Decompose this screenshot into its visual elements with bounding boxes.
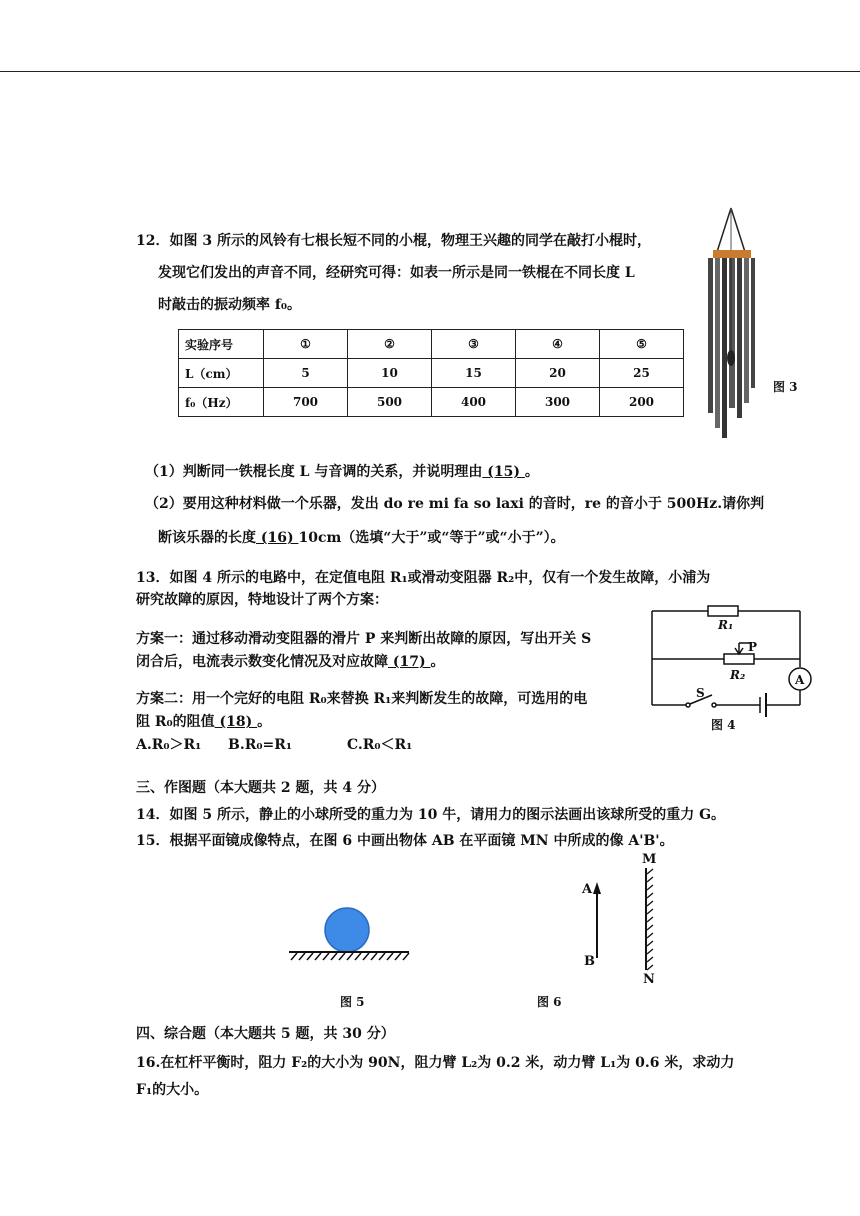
table-row-header: L（cm） (179, 359, 264, 388)
plan2-line-2 (136, 713, 271, 731)
table-row (179, 388, 684, 417)
q12-sub1-end: 。 (524, 464, 539, 480)
q12-line-3: 时敲击的振动频率 f₀。 (158, 297, 302, 313)
point-b-label: B (584, 954, 595, 969)
answer-blank-18: (18) (214, 714, 258, 730)
table-cell: 10 (348, 359, 432, 388)
plan2-end: 。 (257, 714, 272, 730)
answer-blank-15: (15) (482, 464, 525, 480)
fig3-caption: 图 3 (773, 380, 798, 394)
q12-sub1 (145, 463, 539, 481)
p-label: P (748, 640, 758, 654)
fig4-caption: 图 4 (711, 718, 736, 732)
q15-text: 15．根据平面镜成像特点，在图 6 中画出物体 AB 在平面镜 MN 中所成的像 A'B'。 (136, 833, 674, 849)
point-a-label: A (582, 882, 593, 897)
switch-label: S (696, 686, 705, 700)
header-rule (0, 71, 860, 72)
table-row (179, 330, 684, 359)
r2-label: R₂ (730, 668, 746, 682)
table-row-header: f₀（Hz） (179, 388, 264, 417)
fig6-caption: 图 6 (537, 995, 562, 1009)
q12-line-1: 12．如图 3 所示的风铃有七根长短不同的小棍，物理王兴趣的同学在敲打小棍时， (136, 233, 651, 249)
table-cell: 300 (516, 388, 600, 417)
table-cell: 400 (432, 388, 516, 417)
option-b: B.R₀=R₁ (228, 737, 292, 753)
ball (325, 908, 369, 952)
frequency-table (178, 329, 684, 417)
point-n-label: N (643, 972, 655, 987)
q14-text: 14．如图 5 所示，静止的小球所受的重力为 10 牛，请用力的图示法画出该球所受的重力 G。 (136, 807, 726, 823)
plan1-text: 闭合后，电流表示数变化情况及对应故障 (136, 654, 388, 670)
table-cell: 20 (516, 359, 600, 388)
q12-sub2-line-2 (158, 529, 565, 547)
table-cell: 700 (264, 388, 348, 417)
q16-line-1: 16.在杠杆平衡时，阻力 F₂的大小为 90N，阻力臂 L₂为 0.2 米，动力臂 L₁为 0.6 米，求动力 (136, 1055, 735, 1071)
r1-label: R₁ (718, 618, 734, 632)
plan2-line-1: 方案二：用一个完好的电阻 R₀来替换 R₁来判断发生的故障，可选用的电 (136, 691, 588, 707)
plan1-line-1: 方案一：通过移动滑动变阻器的滑片 P 来判断出故障的原因，写出开关 S (136, 631, 592, 647)
point-m-label: M (642, 852, 657, 867)
table-cell: ① (264, 330, 348, 359)
answer-blank-17: (17) (388, 654, 431, 670)
section4-title: 四、综合题（本大题共 5 题，共 30 分） (136, 1026, 395, 1042)
table-row (179, 359, 684, 388)
table-cell: ③ (432, 330, 516, 359)
section3-title: 三、作图题（本大题共 2 题，共 4 分） (136, 780, 385, 796)
q16-line-2: F₁的大小。 (136, 1082, 209, 1098)
option-c: C.R₀＜R₁ (347, 737, 413, 753)
q12-line-2: 发现它们发出的声音不同，经研究可得：如表一所示是同一铁棍在不同长度 L (158, 265, 635, 281)
ball-on-surface-figure (285, 905, 415, 965)
answer-blank-16: (16) (256, 530, 299, 546)
table-cell: 500 (348, 388, 432, 417)
table-cell: ⑤ (600, 330, 684, 359)
table-cell: 15 (432, 359, 516, 388)
plan1-end: 。 (430, 654, 445, 670)
fig5-caption: 图 5 (340, 995, 365, 1009)
option-a: A.R₀＞R₁ (136, 737, 202, 753)
q12-sub1-text: （1）判断同一铁棍长度 L 与音调的关系，并说明理由 (145, 464, 483, 480)
table-cell: 200 (600, 388, 684, 417)
q13-line-2: 研究故障的原因，特地设计了两个方案： (136, 592, 388, 608)
plan2-text: 阻 R₀的阻值 (136, 714, 215, 730)
table-cell: ② (348, 330, 432, 359)
ammeter-label: A (795, 673, 805, 687)
q13-line-1: 13．如图 4 所示的电路中，在定值电阻 R₁或滑动变阻器 R₂中，仅有一个发生故障，小浦为 (136, 570, 711, 586)
table-cell: 25 (600, 359, 684, 388)
circuit-diagram (650, 603, 820, 733)
q12-sub2-line-1: （2）要用这种材料做一个乐器，发出 do re mi fa so laxi 的音时，re 的音小于 500Hz.请你判 (145, 496, 765, 512)
table-cell: 5 (264, 359, 348, 388)
q12-sub2-end: 10cm（选填“大于”或“等于”或“小于”）。 (298, 530, 565, 546)
plan1-line-2 (136, 653, 444, 671)
table-row-header: 实验序号 (179, 330, 264, 359)
plane-mirror-figure (575, 850, 665, 985)
wind-chime-figure (695, 208, 765, 438)
table-cell: ④ (516, 330, 600, 359)
q12-sub2-text: 断该乐器的长度 (158, 530, 256, 546)
